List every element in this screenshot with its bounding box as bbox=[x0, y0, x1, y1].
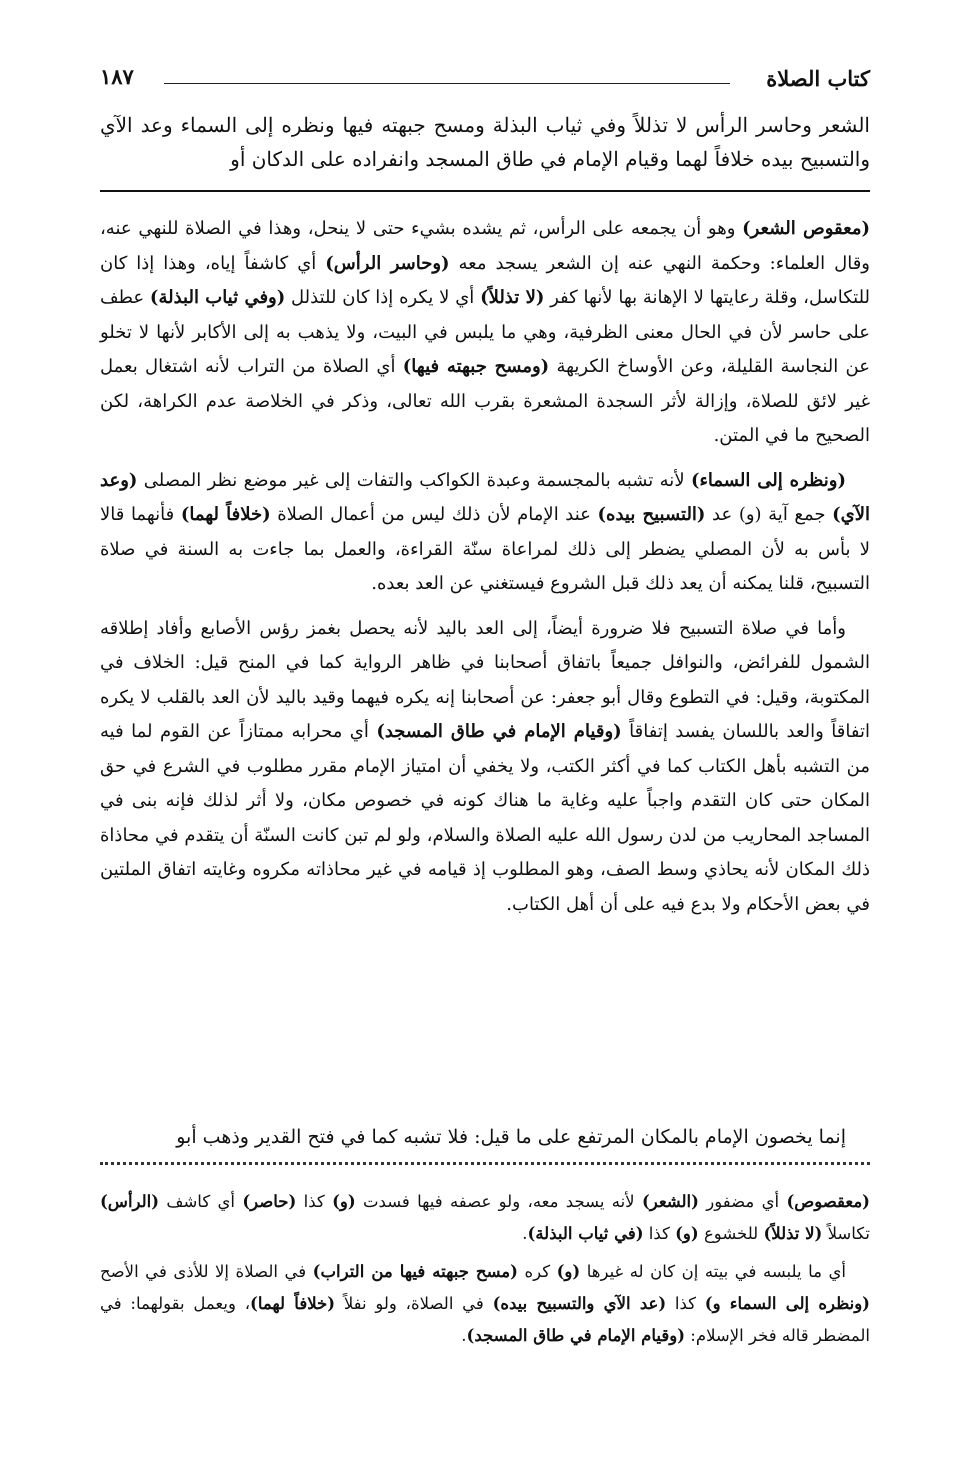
hashiya-text: تكاسلاً bbox=[822, 1224, 870, 1243]
hashiya-text: كذا bbox=[643, 1224, 676, 1243]
quoted-term: (وقيام الإمام في طاق المسجد) bbox=[376, 721, 622, 742]
quoted-term: (و) bbox=[556, 1262, 581, 1281]
matn-text-bottom: إنما يخصون الإمام بالمكان المرتفع على ما قيل: فلا تشبه كما في فتح القدير وذهب أبو bbox=[176, 1126, 846, 1148]
hashiya-text: . bbox=[522, 1224, 528, 1243]
page-header bbox=[100, 60, 870, 100]
hashiya-text: في الصلاة إلا للأذى في الأصح bbox=[100, 1262, 313, 1281]
quoted-term: (معقصوص) bbox=[786, 1192, 870, 1211]
quoted-term: (التسبيح بيده) bbox=[597, 504, 706, 525]
quoted-term: (خلافاً لهما) bbox=[180, 504, 271, 525]
sharh-text: وهو أن يجمعه على الرأس، ثم يشده بشيء حتى لا ينحل، وهذا في الصلاة للنهي عنه، وقال العلماء: وحكمة النهي عنه إن الشعر يسجد معه bbox=[100, 218, 870, 274]
hashiya-paragraph-2 bbox=[100, 1256, 870, 1352]
quoted-term: (الرأس) bbox=[100, 1192, 160, 1211]
quoted-term: (مسح جبهته فيها من التراب) bbox=[312, 1262, 518, 1281]
sharh-text: أي لا يكره إذا كان للتذلل bbox=[285, 287, 481, 308]
quoted-term: (وحاسر الرأس) bbox=[325, 252, 450, 274]
sharh-text: عطف على حاسر لأن في الحال معنى الظرفية، وهي ما يلبس في البيت، ولا يذهب به إلى الأكابر لأنها لا تخلو عن النجاسة القليلة، وعن الأوساخ الكريهة bbox=[100, 287, 870, 377]
quoted-term: (وعد الآي) bbox=[100, 469, 870, 525]
sharh-text: جمع آية (و) عد bbox=[705, 504, 833, 525]
hashiya-text: لأنه يسجد معه، ولو عصفه فيها فسدت bbox=[355, 1192, 642, 1211]
hashiya-separator bbox=[100, 1162, 870, 1165]
page-number: ١٨٧ bbox=[100, 64, 134, 89]
sharh-paragraph-1 bbox=[100, 212, 870, 454]
quoted-term: (وفي ثياب البذلة) bbox=[149, 287, 286, 308]
quoted-term: (ونظره إلى السماء و) bbox=[704, 1294, 870, 1313]
hashiya-text: أي كاشف bbox=[159, 1192, 243, 1211]
sharh-text: أي الصلاة من التراب لأنه اشتغال بعمل غير لائق للصلاة، وإزالة لأثر السجدة المشعرة بقرب الله تعالى، وذكر في الخلاصة عدم الكراهة، لكن الصحيح ما في المتن. bbox=[100, 356, 870, 446]
sharh-text: أي كاشفاً إياه، وهذا إذا كان للتكاسل، وقلة رعايتها لا الإهانة بها لأنها كفر bbox=[100, 252, 871, 308]
quoted-term: (في ثياب البذلة) bbox=[527, 1224, 644, 1243]
quoted-term: (ونظره إلى السماء) bbox=[690, 469, 846, 491]
sharh-text: أي محرابه ممتازاً عن القوم لما فيه من التشبه بأهل الكتاب كما في أكثر الكتب، ولا يخفي أن امتياز الإمام مقرر مطلوب في الشرع في حق المكان حتى كان التقدم واجباً عليه وغاية ما هناك كونه في خصوص مكان، ولا أثر لذلك فإنه بنى في المساجد المحاريب من لدن رسول الله عليه الصلاة والسلام، ولو لم تبن كانت السنّة أن يتقدم في محاذاة ذلك المكان لأنه يحاذي وسط الصف، وهو المطلوب إذ قيامه في غير محاذاته مكروه وغايته اتفاق الملتين في بعض الأحكام ولا بدع فيه على أن أهل الكتاب. bbox=[100, 721, 870, 915]
hashiya-footnotes bbox=[100, 1186, 870, 1358]
matn-text-top: الشعر وحاسر الرأس لا تذللاً وفي ثياب البذلة ومسح جبهته فيها ونظره إلى السماء وعد الآي والتسبيح بيده خلافاً لهما وقيام الإمام في طاق المسجد وانفراده على الدكان أو bbox=[100, 113, 870, 171]
quoted-term: (و) bbox=[332, 1192, 356, 1211]
quoted-term: (ومسح جبهته فيها) bbox=[402, 356, 550, 377]
chapter-title: كتاب الصلاة bbox=[766, 66, 870, 91]
hashiya-text: . bbox=[461, 1326, 467, 1345]
quoted-term: (و) bbox=[675, 1224, 699, 1243]
hashiya-text: في الصلاة، ولو نفلاً bbox=[335, 1294, 493, 1313]
sharh-text: فأنهما قالا لا بأس به لأن المصلي يضطر إلى ذلك لمراعاة سنّة القراءة، والعمل بما جاءت به السنة في صلاة التسبيح، قلنا يمكنه أن يعد ذلك قبل الشروع فيستغني عن العد بعده. bbox=[100, 504, 870, 594]
hashiya-text: كذا bbox=[666, 1294, 705, 1313]
quoted-term: (خلافاً لهما) bbox=[250, 1294, 336, 1313]
sharh-text: عند الإمام لأن ذلك ليس من أعمال الصلاة bbox=[270, 504, 598, 525]
sharh-paragraph-3 bbox=[100, 612, 870, 923]
quoted-term: (معقوص الشعر) bbox=[742, 218, 870, 239]
sharh-text: وأما في صلاة التسبيح فلا ضرورة أيضاً، إلى العد باليد لأنه يحصل بغمز رؤس الأصابع وأفاد إطلاقه الشمول للفرائض، والنوافل جميعاً باتفاق أصحابنا في ظاهر الرواية كما في المنح قيل: الخلاف في المكتوبة، وقيل: في التطوع وقال أبو جعفر: عن أصحابنا إنه يكره فيهما وقيد باليد لأن العد بالقلب لا يكره اتفاقاً والعد باللسان يفسد إتفاقاً bbox=[100, 617, 870, 742]
sharh-text: لأنه تشبه بالمجسمة وعبدة الكواكب والتفات إلى غير موضع نظر المصلى bbox=[137, 469, 691, 491]
sharh-commentary bbox=[100, 212, 870, 932]
hashiya-text: أي مضفور bbox=[698, 1192, 787, 1211]
quoted-term: (لا تذللاً) bbox=[763, 1224, 823, 1243]
hashiya-text: كذا bbox=[296, 1192, 333, 1211]
quoted-term: (عد الآي والتسبيح بيده) bbox=[492, 1294, 667, 1313]
hashiya-text: أي ما يلبسه في بيته إن كان له غيرها bbox=[580, 1262, 846, 1281]
hashiya-text: ، ويعمل بقولهما: في المضطر قاله فخر الإسلام: bbox=[100, 1294, 870, 1345]
quoted-term: (الشعر) bbox=[641, 1192, 699, 1211]
hashiya-paragraph-1 bbox=[100, 1186, 870, 1250]
quoted-term: (حاصر) bbox=[242, 1192, 297, 1211]
hashiya-text: للخشوع bbox=[698, 1224, 764, 1243]
quoted-term: (لا تذللاً) bbox=[480, 287, 545, 308]
sharh-paragraph-2 bbox=[100, 464, 870, 602]
hashiya-text: كره bbox=[517, 1262, 557, 1281]
quoted-term: (وقيام الإمام في طاق المسجد) bbox=[466, 1326, 686, 1345]
header-rule bbox=[164, 83, 730, 84]
matn-separator bbox=[100, 190, 870, 192]
